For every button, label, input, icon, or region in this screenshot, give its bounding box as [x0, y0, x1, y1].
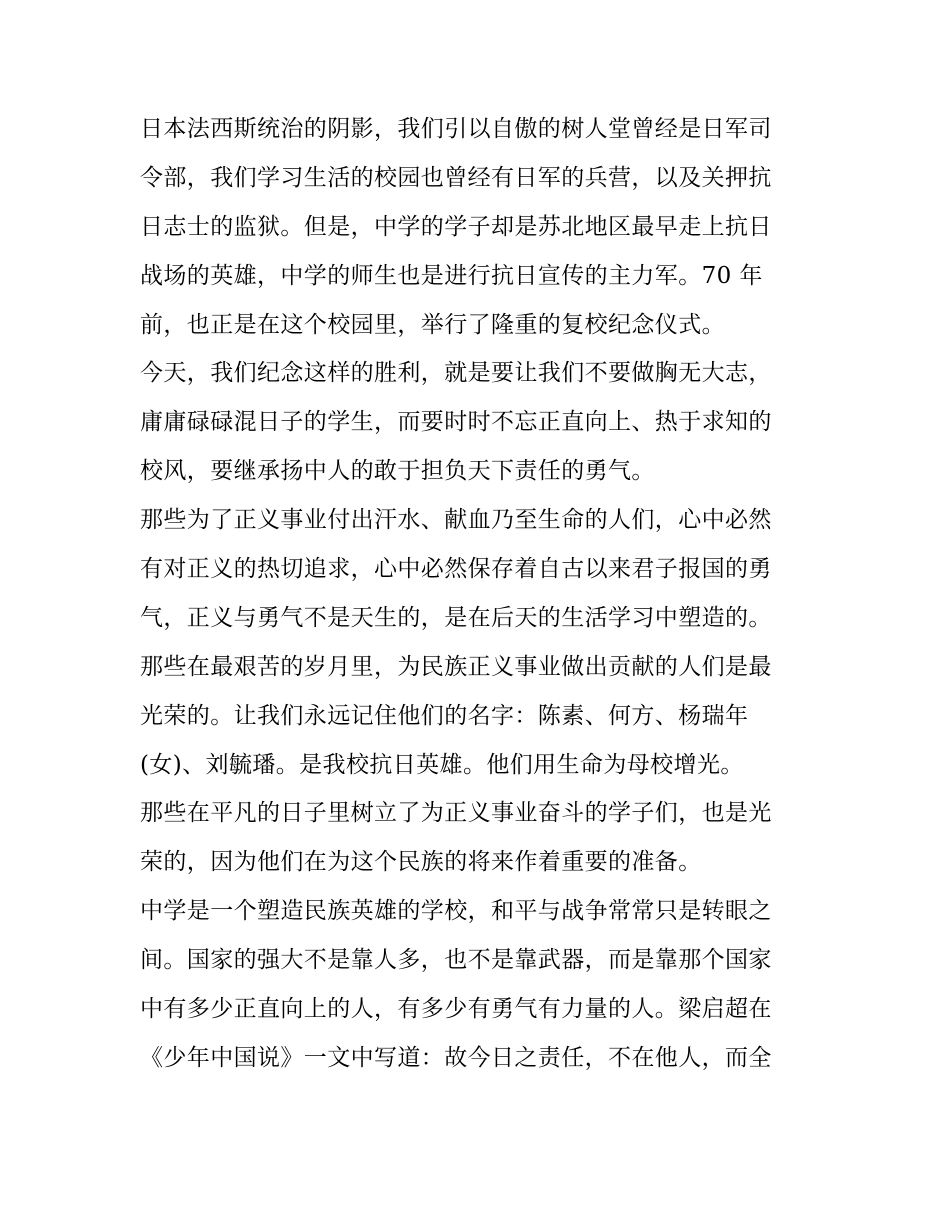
text-line: 前，也正是在这个校园里，举行了隆重的复校纪念仪式。 — [140, 311, 725, 338]
text-line: 光荣的。让我们永远记住他们的名字：陈素、何方、杨瑞年 — [140, 702, 749, 729]
text-line: 庸庸碌碌混日子的学生，而要时时不忘正直向上、热于求知的 — [140, 409, 772, 436]
text-line: 荣的，因为他们在为这个民族的将来作着重要的准备。 — [140, 849, 702, 876]
document-body — [140, 105, 816, 1083]
text-line: (女)、刘毓璠。是我校抗日英雄。他们用生命为母校增光。 — [140, 751, 744, 778]
text-line: 那些在平凡的日子里树立了为正义事业奋斗的学子们，也是光 — [140, 800, 772, 827]
text-line: 战场的英雄，中学的师生也是进行抗日宣传的主力军。70 年 — [140, 262, 763, 289]
text-line: 令部，我们学习生活的校园也曾经有日军的兵营，以及关押抗 — [140, 164, 772, 191]
text-line: 中有多少正直向上的人，有多少有勇气有力量的人。梁启超在 — [140, 996, 772, 1023]
text-line: 那些为了正义事业付出汗水、献血乃至生命的人们，心中必然 — [140, 507, 772, 534]
text-line: 间。国家的强大不是靠人多，也不是靠武器，而是靠那个国家 — [140, 947, 772, 974]
text-line: 日志士的监狱。但是，中学的学子却是苏北地区最早走上抗日 — [140, 213, 772, 240]
text-line: 中学是一个塑造民族英雄的学校，和平与战争常常只是转眼之 — [140, 898, 772, 925]
text-line: 《少年中国说》一文中写道：故今日之责任，不在他人，而全 — [140, 1044, 772, 1071]
text-line: 有对正义的热切追求，心中必然保存着自古以来君子报国的勇 — [140, 556, 772, 583]
text-line: 那些在最艰苦的岁月里，为民族正义事业做出贡献的人们是最 — [140, 653, 772, 680]
text-line: 校风，要继承扬中人的敢于担负天下责任的勇气。 — [140, 458, 655, 485]
text-line: 气，正义与勇气不是天生的，是在后天的生活学习中塑造的。 — [140, 604, 772, 631]
text-line: 今天，我们纪念这样的胜利，就是要让我们不要做胸无大志， — [140, 360, 772, 387]
text-line: 日本法西斯统治的阴影，我们引以自傲的树人堂曾经是日军司 — [140, 116, 772, 142]
